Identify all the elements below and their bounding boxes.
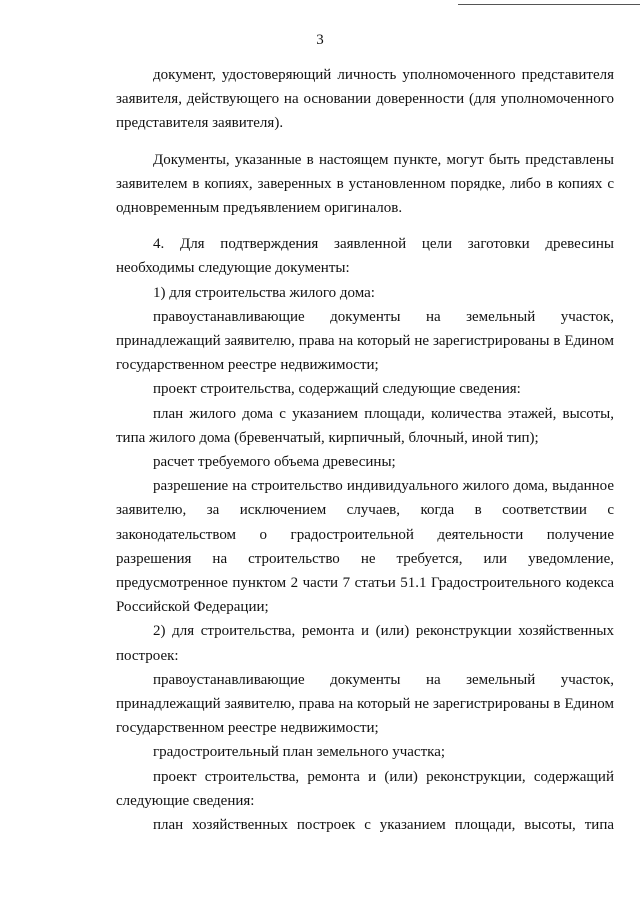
document-body bbox=[116, 63, 614, 837]
paragraph: проект строительства, содержащий следующие сведения: bbox=[153, 381, 521, 398]
paragraph: расчет требуемого объема древесины; bbox=[153, 454, 396, 471]
paragraph: правоустанавливающие документы на земельный участок, принадлежащий заявителю, права на который не зарегистрированы в Едином государственном реестре недвижимости; bbox=[116, 308, 614, 374]
paragraph: проект строительства, ремонта и (или) реконструкции, содержащий следующие сведения: bbox=[116, 768, 614, 809]
paragraph: градостроительный план земельного участка; bbox=[153, 744, 446, 761]
paragraph: документ, удостоверяющий личность уполномоченного представителя заявителя, действующего на основании доверенности (для уполномоченного представителя заявителя). bbox=[116, 67, 614, 132]
page-number: 3 bbox=[316, 32, 324, 48]
paragraph: правоустанавливающие документы на земельный участок, принадлежащий заявителю, права на который не зарегистрированы в Едином государственном реестре недвижимости; bbox=[116, 671, 614, 737]
paragraph: план жилого дома с указанием площади, количества этажей, высоты, типа жилого дома (бревенчатый, кирпичный, блочный, иной тип); bbox=[116, 405, 614, 446]
paragraph: разрешение на строительство индивидуального жилого дома, выданное заявителю, за исключением случаев, когда в соответствии с законодательством о градостроительной деятельности получение разрешения на строительство не требуется, или уведомление, предусмотренное пунктом 2 части 7 статьи 51.1 Градостроительного кодекса Российской Федерации; bbox=[116, 478, 614, 616]
paragraph: 1) для строительства жилого дома: bbox=[153, 284, 375, 301]
top-rule bbox=[458, 4, 640, 5]
paragraph: Документы, указанные в настоящем пункте, могут быть представлены заявителем в копиях, заверенных в установленном порядке, либо в копиях с одновременным предъявлением оригиналов. bbox=[116, 151, 614, 217]
paragraph: 2) для строительства, ремонта и (или) реконструкции хозяйственных построек: bbox=[116, 623, 614, 664]
paragraph: 4. Для подтверждения заявленной цели заготовки древесины необходимы следующие документы: bbox=[116, 236, 614, 277]
paragraph-continued: план хозяйственных построек с указанием площади, высоты, типа bbox=[153, 817, 614, 834]
